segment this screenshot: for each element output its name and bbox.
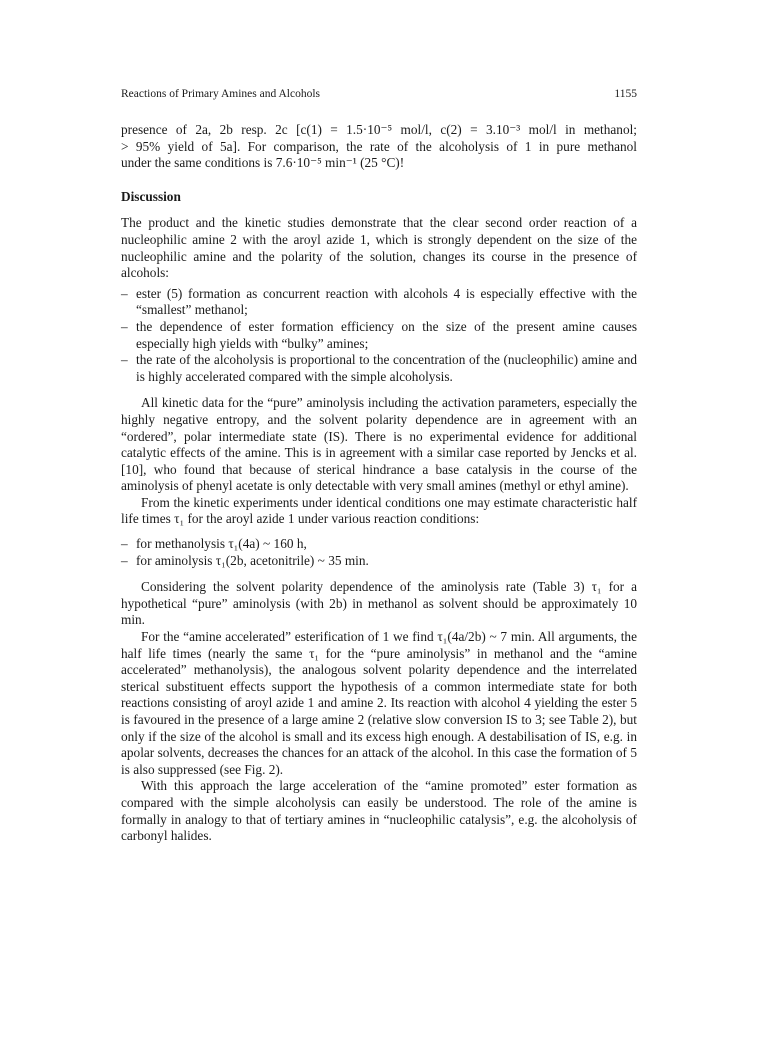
- discussion-paragraph-6: With this approach the large acceleration of the “amine promoted” ester formation as compared with the simple alcoholysis can easily be understood. The role of the amine is formally in analogy to that of tertiary amines in “nucleophilic catalysis”, e.g. the alcoholysis of carbonyl halides.: [121, 778, 637, 844]
- half-life-item: – for methanolysis τ₁(4a) ~ 160 h,: [121, 536, 637, 553]
- discussion-paragraph-2: All kinetic data for the “pure” aminolysis including the activation parameters, especially the highly negative entropy, and the solvent polarity dependence are in agreement with an “ordered”, polar intermediate state (IS). There is no experimental evidence for additional catalytic effects of the amine. This is in agreement with a similar case reported by Jencks et al. [10], who found that because of sterical hindrance a base catalysis in the course of the aminolysis of phenyl acetate is only detectable with very small amines (methyl or ethyl amine).: [121, 395, 637, 494]
- findings-list: [121, 286, 637, 386]
- discussion-paragraph-5: For the “amine accelerated” esterification of 1 we find τ₁(4a/2b) ~ 7 min. All arguments, the half life times (nearly the same τ₁ for the “pure aminolysis” in methanol and the “amine accelerated” methanolysis), the analogous solvent polarity dependence and the interrelated sterical substituent effects support the hypothesis of a common intermediate state for both reactions consisting of aroyl azide 1 and amine 2. Its reaction with alcohol 4 yielding the ester 5 is favoured in the presence of a large amine 2 (relative slow conversion IS to 3; see Table 2), but only if the size of the alcohol is small and its excess high enough. A destabilisation of IS, e.g. in apolar solvents, decreases the chances for an attack of the alcohol. In this case the formation of 5 is also suppressed (see Fig. 2).: [121, 629, 637, 777]
- intro-paragraph: [121, 122, 637, 172]
- running-title: Reactions of Primary Amines and Alcohols: [121, 88, 320, 100]
- discussion-paragraph-4: Considering the solvent polarity dependence of the aminolysis rate (Table 3) τ₁ for a hypothetical “pure” aminolysis (with 2b) in methanol as solvent should be approximately 10 min.: [121, 579, 637, 628]
- discussion-paragraph-3: From the kinetic experiments under identical conditions one may estimate characteristic half life times τ₁ for the aroyl azide 1 under various reaction conditions:: [121, 494, 637, 527]
- finding-item: – the rate of the alcoholysis is proportional to the concentration of the (nucleophilic) amine and is highly accelerated compared with the simple alcoholysis.: [121, 352, 637, 385]
- intro-line-1: presence of 2a, 2b resp. 2c [c(1) = 1.5·10⁻⁵ mol/l, c(2) = 3.10⁻³ mol/l in methanol;: [121, 122, 637, 137]
- journal-page: [121, 88, 637, 845]
- finding-item: – ester (5) formation as concurrent reaction with alcohols 4 is especially effective with the “smallest” methanol;: [121, 286, 637, 319]
- intro-line-2: > 95% yield of 5a]. For comparison, the rate of the alcoholysis of 1 in pure methanol: [121, 138, 637, 154]
- section-heading-discussion: Discussion: [121, 188, 181, 204]
- running-header: [121, 88, 637, 106]
- intro-line-3: under the same conditions is 7.6·10⁻⁵ min⁻¹ (25 °C)!: [121, 155, 405, 171]
- page-number: 1155: [614, 88, 637, 100]
- half-life-item: – for aminolysis τ₁(2b, acetonitrile) ~ 35 min.: [121, 553, 637, 570]
- half-life-list: [121, 536, 637, 569]
- discussion-paragraph-1: The product and the kinetic studies demonstrate that the clear second order reaction of a nucleophilic amine 2 with the aroyl azide 1, which is strongly dependent on the size of the nucleophilic amine and the polarity of the solution, changes its course in the presence of alcohols:: [121, 215, 637, 281]
- finding-item: – the dependence of ester formation efficiency on the size of the present amine causes especially high yields with “bulky” amines;: [121, 319, 637, 352]
